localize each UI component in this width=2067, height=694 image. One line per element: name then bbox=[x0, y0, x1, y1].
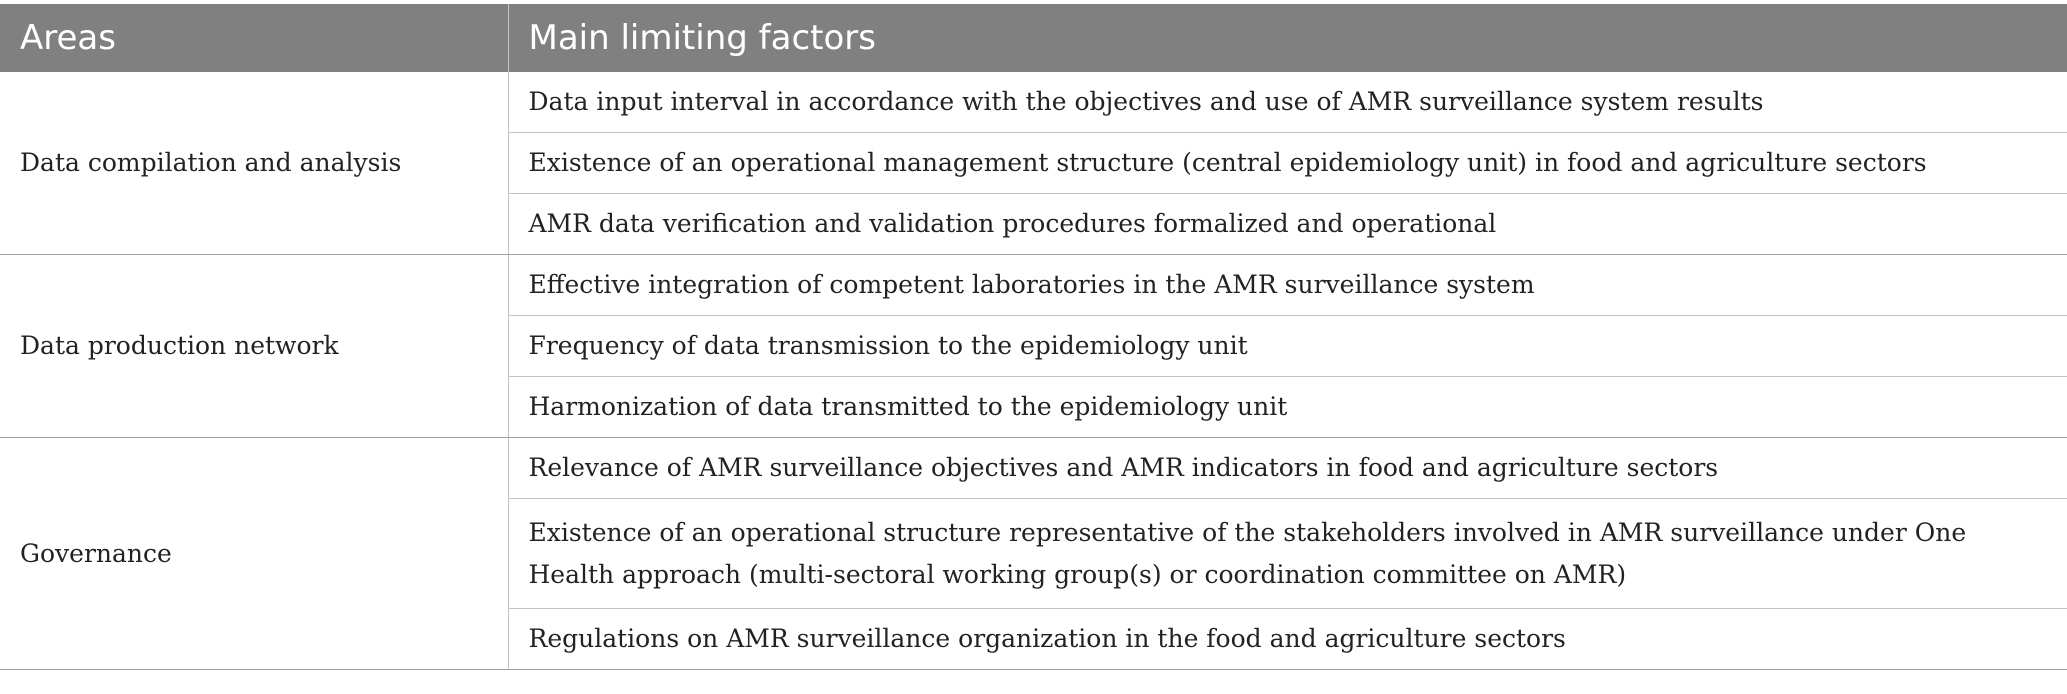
factor-cell: Data input interval in accordance with the objectives and use of AMR surveillance system results bbox=[508, 72, 2067, 133]
factor-cell: Relevance of AMR surveillance objectives and AMR indicators in food and agriculture sectors bbox=[508, 438, 2067, 499]
table-header bbox=[0, 4, 2067, 72]
limiting-factors-table bbox=[0, 4, 2067, 670]
area-cell-data-production-network: Data production network bbox=[0, 255, 508, 438]
factor-cell: AMR data verification and validation procedures formalized and operational bbox=[508, 194, 2067, 255]
header-main-limiting-factors: Main limiting factors bbox=[508, 4, 2067, 72]
header-row bbox=[0, 4, 2067, 72]
table-row bbox=[0, 438, 2067, 499]
limiting-factors-table-container bbox=[0, 4, 2067, 670]
factor-cell: Harmonization of data transmitted to the epidemiology unit bbox=[508, 377, 2067, 438]
factor-cell: Existence of an operational management structure (central epidemiology unit) in food and agriculture sectors bbox=[508, 133, 2067, 194]
header-areas: Areas bbox=[0, 4, 508, 72]
area-cell-data-compilation: Data compilation and analysis bbox=[0, 72, 508, 255]
table-row bbox=[0, 255, 2067, 316]
factor-cell: Regulations on AMR surveillance organization in the food and agriculture sectors bbox=[508, 609, 2067, 670]
table-body bbox=[0, 72, 2067, 670]
factor-cell: Frequency of data transmission to the epidemiology unit bbox=[508, 316, 2067, 377]
table-row bbox=[0, 72, 2067, 133]
factor-cell: Effective integration of competent laboratories in the AMR surveillance system bbox=[508, 255, 2067, 316]
factor-cell: Existence of an operational structure representative of the stakeholders involved in AMR surveillance under One Health approach (multi-sectoral working group(s) or coordination committee on AMR) bbox=[508, 499, 2067, 609]
area-cell-governance: Governance bbox=[0, 438, 508, 670]
